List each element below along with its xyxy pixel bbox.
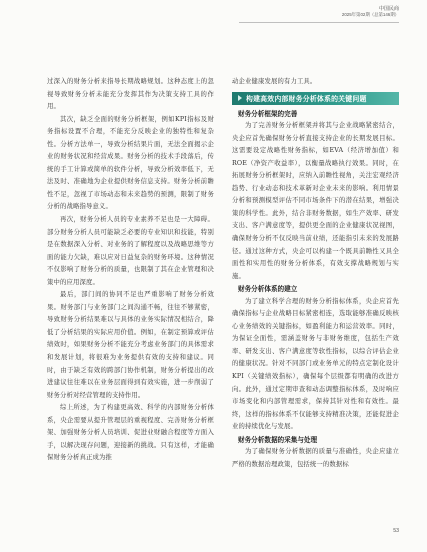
subsection-heading: 财务分析框架的完善 — [238, 109, 298, 118]
subsection-heading: 财务分析体系的建立 — [238, 285, 298, 294]
header-divider — [239, 22, 399, 23]
paragraph: 过深入的财务分析来指导长期战略规划。这种态度上的忽视导致财务分析未能充分发挥其作为决策支持工具的作用。 — [47, 78, 214, 111]
paragraph: 动企业健康发展的有力工具。 — [232, 78, 317, 85]
triangle-marker-icon — [238, 95, 242, 101]
paragraph: 为了完善财务分析框架并将其与企业战略紧密结合，央企应首先确保财务分析直接支持企业的长期发展目标。这需要设定战略性财务指标，如EVA（经济增加值）和ROE（净资产收益率），以衡量战略执行效果。同时，在拓展财务分析框架时，应纳入前瞻性视角，关注宏观经济趋势、行业动态和技术革新对企业未来的影响。利用情景分析和预测模型评估不同市场条件下的潜在结果，增强决策的科学性。此外，结合非财务数据，如生产效率、研发支出、客户满意度等，提供更全面的企业健康状况视图，确保财务分析不仅反映当前业绩，还能指引未来的发展路径。通过这种方式，央企可以构建一个既具前瞻性又具全面性和实用性的财务分析体系，有效支撑战略规划与实施。 — [232, 122, 399, 280]
page-header — [239, 0, 399, 26]
paragraph: 再次，财务分析人员的专业素养不足也是一大障碍。部分财务分析人员可能缺乏必要的专业知识和技能，特别是在数据深入分析、对业务的了解程度以及战略思维等方面的能力欠缺，难以应对日益复杂的财务环境。这种情况不仅影响了财务分析的质量，也限制了其在企业管理和决策中的应用深度。 — [47, 216, 214, 286]
paragraph: 为了确保财务分析数据的质量与准确性，央企应建立严格的数据治理政策，包括统一的数据标 — [232, 448, 399, 468]
left-column — [47, 76, 214, 465]
paragraph: 为了建立科学合理的财务分析指标体系，央企应首先确保指标与企业战略目标紧密相连，选取能够准确反映核心业务绩效的关键指标，如盈利能力和运营效率。同时，为保证全面性，需涵盖财务与非财务维度，包括生产效率、研发支出、客户满意度等软性指标，以综合评估企业的健康状况。针对不同部门或业务单元的特点定制化设计KPI（关键绩效指标），确保每个层级都有明确的改进方向。此外，通过定期审查和动态调整指标体系，及时响应市场变化和内部管理需求，保持其针对性和有效性。最终，这样的指标体系不仅能够支持精准决策，还能促进企业的持续优化与发展。 — [232, 297, 399, 431]
journal-name: 中国民商 — [378, 6, 399, 12]
issue-info: 2025年第02期（总第146期） — [341, 12, 399, 17]
right-column — [232, 76, 399, 471]
paragraph: 综上所述，为了构建更高效、科学的内部财务分析体系，央企需要从提升管理层的重视程度、完善财务分析框架、加强财务分析人员培训、促进业财融合程度等方面入手，以解决现存问题，迎接新的挑战。只有这样，才能确保财务分析真正成为推 — [47, 404, 214, 462]
section-banner — [232, 92, 399, 105]
paragraph: 最后，部门间的协同不足也严重影响了财务分析效果。财务部门与业务部门之间沟通不畅，往往不够紧密，导致财务分析结果难以与具体的业务实际情况相结合，降低了分析结果的实际应用价值。例如，在制定预算或评估绩效时，如果财务分析不能充分考虑业务部门的具体需求和发展计划，将很难为业务提供有效的支持和建议。同时，由于缺乏有效的跨部门协作机制，财务分析提出的改进建议往往难以在业务层面得到有效实施，进一步削弱了财务分析对经营管理的支持作用。 — [47, 291, 214, 399]
subsection-heading: 财务分析数据的采集与处理 — [238, 435, 318, 444]
section-title: 构建高效内部财务分析体系的关键问题 — [246, 95, 367, 104]
paragraph: 其次，缺乏全面的财务分析框架，例如KPI指标及财务指标设置不合理，不能充分反映企业的独特性和复杂性。分析方法单一，导致分析结果片面，无法全面揭示企业的财务状况和经营成果。财务分析的技术手段落后，传统的手工计算或简单的软件分析，导致分析效率低下，无法及时、准确地为企业提供财务信息支持。财务分析前瞻性不足，忽视了市场动态和未来趋势的预测，限制了财务分析的战略指导意义。 — [47, 115, 214, 211]
page-number: 53 — [393, 528, 399, 534]
